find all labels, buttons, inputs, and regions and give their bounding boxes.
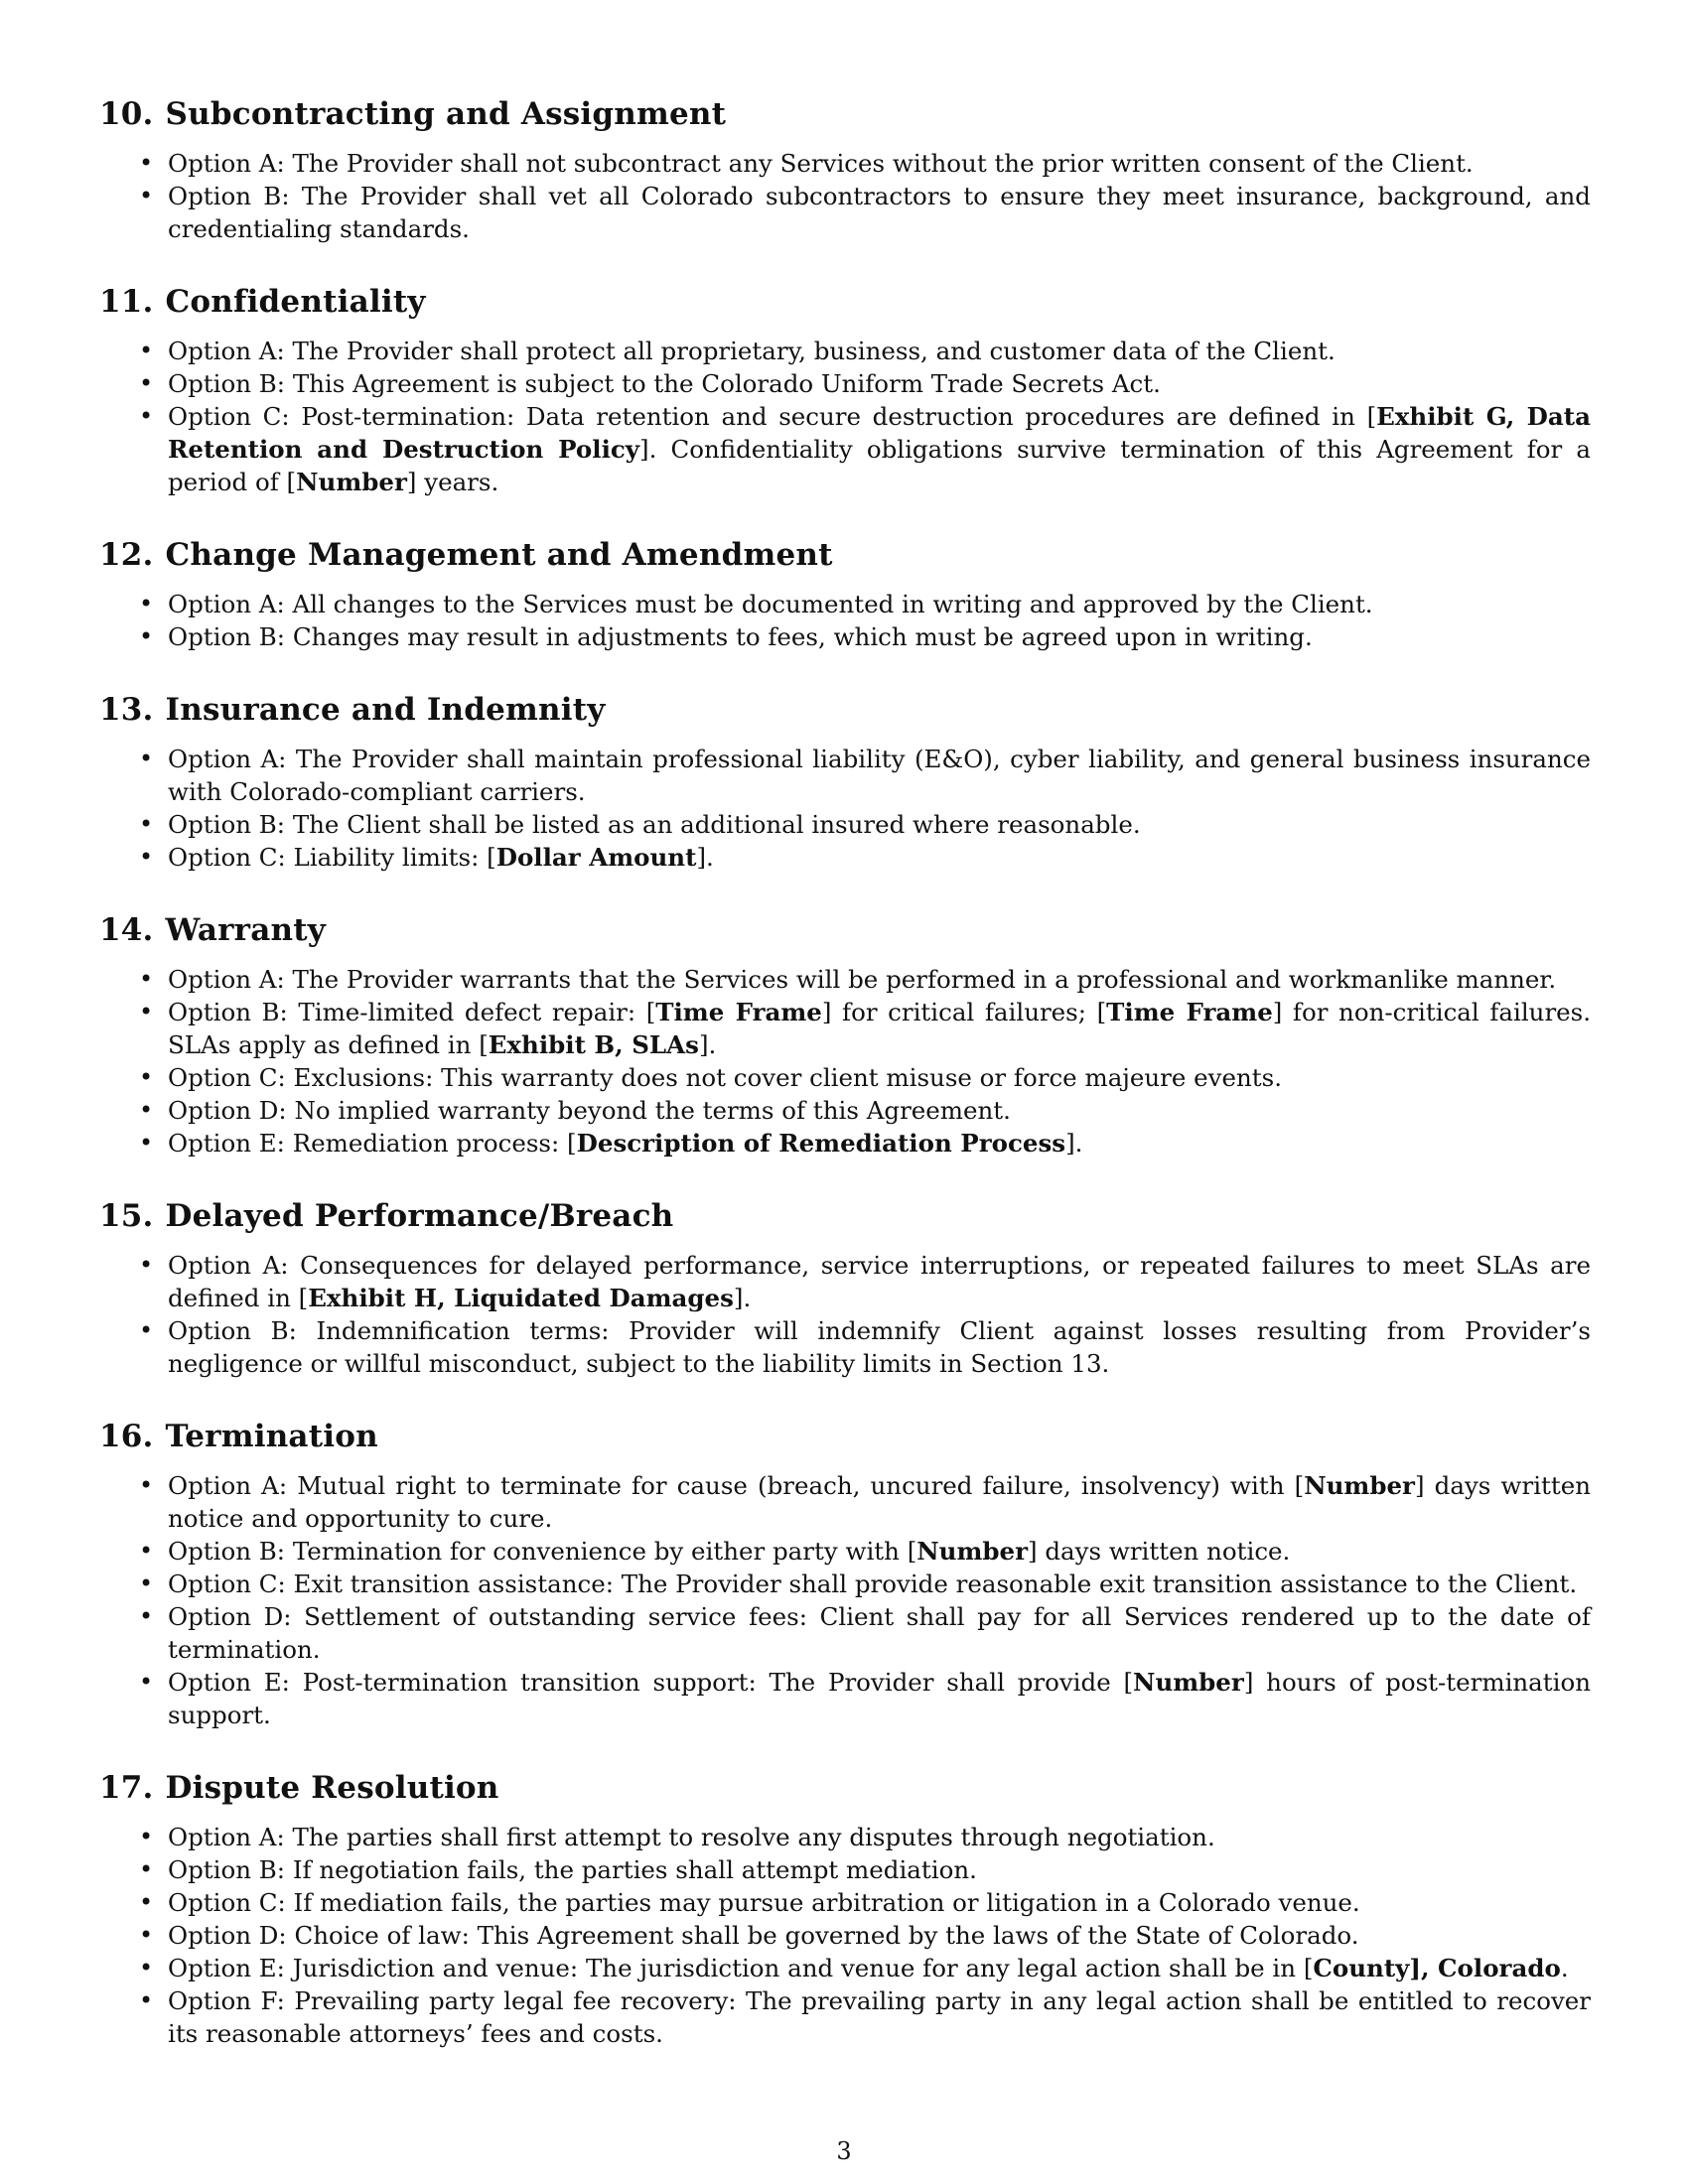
placeholder-field: Time Frame bbox=[1106, 998, 1273, 1026]
option-item bbox=[99, 400, 1591, 498]
section-title: Insurance and Indemnity bbox=[165, 692, 606, 728]
section-number: 15. bbox=[99, 1198, 154, 1234]
section-title: Subcontracting and Assignment bbox=[165, 96, 727, 132]
option-text: Option E: Jurisdiction and venue: The jurisdiction and venue for any legal action shall be in [ bbox=[168, 1954, 1314, 1982]
option-text: ]. bbox=[696, 843, 714, 872]
option-text: Option C: If mediation fails, the parties may pursue arbitration or litigation in a Colorado venue. bbox=[168, 1888, 1360, 1917]
section-12 bbox=[99, 536, 1591, 653]
placeholder-field: Description of Remediation Process bbox=[576, 1129, 1066, 1158]
section-heading bbox=[99, 1769, 1591, 1807]
option-text: Option B: Time-limited defect repair: [ bbox=[168, 998, 656, 1026]
option-text: Option B: This Agreement is subject to the Colorado Uniform Trade Secrets Act. bbox=[168, 369, 1161, 398]
option-item bbox=[99, 588, 1591, 620]
option-text: Option B: Indemnification terms: Provider will indemnify Client against losses resulting from Provider’s negligence or willful misconduct, subject to the liability limits in Section 13. bbox=[168, 1316, 1591, 1378]
section-title: Delayed Performance/Breach bbox=[165, 1198, 674, 1234]
option-item bbox=[99, 1821, 1591, 1853]
option-text: ] for critical failures; [ bbox=[821, 998, 1107, 1026]
placeholder-field: Exhibit H, Liquidated Damages bbox=[308, 1284, 734, 1312]
section-title: Confidentiality bbox=[165, 284, 426, 320]
option-text: Option F: Prevailing party legal fee recovery: The prevailing party in any legal action shall be entitled to recover its reasonable attorneys’ fees and costs. bbox=[168, 1986, 1591, 2048]
section-number: 16. bbox=[99, 1419, 154, 1454]
section-number: 11. bbox=[99, 284, 154, 320]
option-item bbox=[99, 963, 1591, 996]
page-number: 3 bbox=[836, 2137, 852, 2165]
placeholder-field: Number bbox=[916, 1537, 1029, 1566]
section-number: 17. bbox=[99, 1770, 154, 1806]
section-heading bbox=[99, 95, 1591, 133]
option-item bbox=[99, 1600, 1591, 1666]
option-item bbox=[99, 1886, 1591, 1919]
option-text: Option B: Changes may result in adjustments to fees, which must be agreed upon in writing. bbox=[168, 622, 1313, 651]
placeholder-field: Exhibit B, SLAs bbox=[488, 1030, 699, 1059]
option-text: Option D: Settlement of outstanding service fees: Client shall pay for all Services rendered up to the date of termination. bbox=[168, 1602, 1591, 1664]
placeholder-field: County], Colorado bbox=[1313, 1954, 1561, 1982]
options-list bbox=[99, 743, 1591, 874]
option-text: Option C: Post-termination: Data retention and secure destruction procedures are defined in [ bbox=[168, 402, 1377, 431]
option-text: Option A: The Provider shall not subcontract any Services without the prior written consent of the Client. bbox=[168, 149, 1474, 178]
section-17 bbox=[99, 1769, 1591, 2050]
section-heading bbox=[99, 283, 1591, 321]
option-item bbox=[99, 367, 1591, 400]
option-text: Option D: Choice of law: This Agreement shall be governed by the laws of the State of Colorado. bbox=[168, 1921, 1359, 1950]
options-list bbox=[99, 963, 1591, 1160]
option-text: Option A: Consequences for delayed performance, service interruptions, or repeated failures to meet SLAs are defined in [ bbox=[168, 1251, 1591, 1312]
option-item bbox=[99, 1952, 1591, 1984]
option-text: Option B: The Provider shall vet all Colorado subcontractors to ensure they meet insurance, background, and credentialing standards. bbox=[168, 182, 1591, 243]
section-heading bbox=[99, 691, 1591, 729]
option-item bbox=[99, 1666, 1591, 1731]
option-item bbox=[99, 841, 1591, 874]
options-list bbox=[99, 1469, 1591, 1731]
options-list bbox=[99, 335, 1591, 498]
option-item bbox=[99, 1061, 1591, 1094]
section-number: 10. bbox=[99, 96, 154, 132]
section-title: Change Management and Amendment bbox=[165, 537, 833, 573]
option-text: ] years. bbox=[406, 468, 499, 496]
section-heading bbox=[99, 911, 1591, 949]
option-text: Option B: The Client shall be listed as an additional insured where reasonable. bbox=[168, 810, 1141, 839]
option-item bbox=[99, 1469, 1591, 1535]
option-text: Option D: No implied warranty beyond the terms of this Agreement. bbox=[168, 1096, 1011, 1125]
placeholder-field: Dollar Amount bbox=[495, 843, 697, 872]
option-text: Option B: If negotiation fails, the parties shall attempt mediation. bbox=[168, 1855, 977, 1884]
option-item bbox=[99, 1568, 1591, 1600]
section-16 bbox=[99, 1418, 1591, 1731]
option-text: Option A: The parties shall first attempt to resolve any disputes through negotiation. bbox=[168, 1823, 1215, 1851]
option-item bbox=[99, 1919, 1591, 1952]
section-title: Dispute Resolution bbox=[165, 1770, 499, 1806]
section-heading bbox=[99, 536, 1591, 574]
section-heading bbox=[99, 1197, 1591, 1235]
section-title: Termination bbox=[165, 1419, 378, 1454]
option-text: Option E: Post-termination transition support: The Provider shall provide [ bbox=[168, 1668, 1134, 1697]
section-11 bbox=[99, 283, 1591, 498]
option-item bbox=[99, 1249, 1591, 1314]
option-item bbox=[99, 620, 1591, 653]
section-number: 14. bbox=[99, 912, 154, 948]
option-item bbox=[99, 996, 1591, 1061]
section-15 bbox=[99, 1197, 1591, 1380]
option-text: . bbox=[1560, 1954, 1569, 1982]
option-item bbox=[99, 743, 1591, 808]
option-text: ] for non-critical failures. SLAs apply as defined in [ bbox=[168, 998, 1592, 1059]
option-text: ]. Confidentiality obligations survive termination of this Agreement for a period of [ bbox=[168, 435, 1591, 496]
option-item bbox=[99, 1984, 1591, 2050]
section-number: 12. bbox=[99, 537, 154, 573]
option-text: Option C: Liability limits: [ bbox=[168, 843, 496, 872]
option-text: ]. bbox=[1065, 1129, 1083, 1158]
option-text: Option B: Termination for convenience by either party with [ bbox=[168, 1537, 917, 1566]
options-list bbox=[99, 147, 1591, 245]
option-text: ]. bbox=[698, 1030, 717, 1059]
option-item bbox=[99, 1535, 1591, 1568]
option-item bbox=[99, 808, 1591, 841]
option-item bbox=[99, 1094, 1591, 1127]
option-text: ] days written notice. bbox=[1028, 1537, 1291, 1566]
option-text: ] hours of post-termination support. bbox=[168, 1668, 1591, 1729]
placeholder-field: Number bbox=[1304, 1471, 1415, 1500]
options-list bbox=[99, 1821, 1591, 2050]
option-text: Option C: Exclusions: This warranty does not cover client misuse or force majeure events. bbox=[168, 1063, 1282, 1092]
option-text: Option A: The Provider warrants that the Services will be performed in a professional and workmanlike manner. bbox=[168, 965, 1557, 994]
section-10 bbox=[99, 95, 1591, 245]
option-text: Option A: The Provider shall protect all proprietary, business, and customer data of the Client. bbox=[168, 337, 1336, 365]
option-text: Option A: Mutual right to terminate for cause (breach, uncured failure, insolvency) with [ bbox=[168, 1471, 1305, 1500]
section-number: 13. bbox=[99, 692, 154, 728]
option-text: ]. bbox=[733, 1284, 752, 1312]
section-title: Warranty bbox=[165, 912, 326, 948]
section-14 bbox=[99, 911, 1591, 1160]
option-item bbox=[99, 1127, 1591, 1160]
option-text: ] days written notice and opportunity to cure. bbox=[168, 1471, 1591, 1533]
option-text: Option C: Exit transition assistance: The Provider shall provide reasonable exit transition assistance to the Client. bbox=[168, 1570, 1578, 1598]
section-heading bbox=[99, 1418, 1591, 1455]
section-13 bbox=[99, 691, 1591, 874]
option-item bbox=[99, 1853, 1591, 1886]
option-item bbox=[99, 147, 1591, 180]
placeholder-field: Time Frame bbox=[655, 998, 822, 1026]
option-item bbox=[99, 180, 1591, 245]
option-item bbox=[99, 1314, 1591, 1380]
document-page bbox=[99, 95, 1591, 2088]
option-item bbox=[99, 335, 1591, 367]
option-text: Option E: Remediation process: [ bbox=[168, 1129, 577, 1158]
options-list bbox=[99, 588, 1591, 653]
placeholder-field: Number bbox=[296, 468, 407, 496]
placeholder-field: Exhibit G, Data Retention and Destruction Policy bbox=[168, 402, 1591, 464]
options-list bbox=[99, 1249, 1591, 1380]
option-text: Option A: All changes to the Services must be documented in writing and approved by the Client. bbox=[168, 590, 1373, 618]
placeholder-field: Number bbox=[1133, 1668, 1244, 1697]
sections-container bbox=[99, 95, 1591, 2050]
option-text: Option A: The Provider shall maintain professional liability (E&O), cyber liability, and general business insurance with Colorado-compliant carriers. bbox=[168, 745, 1591, 806]
